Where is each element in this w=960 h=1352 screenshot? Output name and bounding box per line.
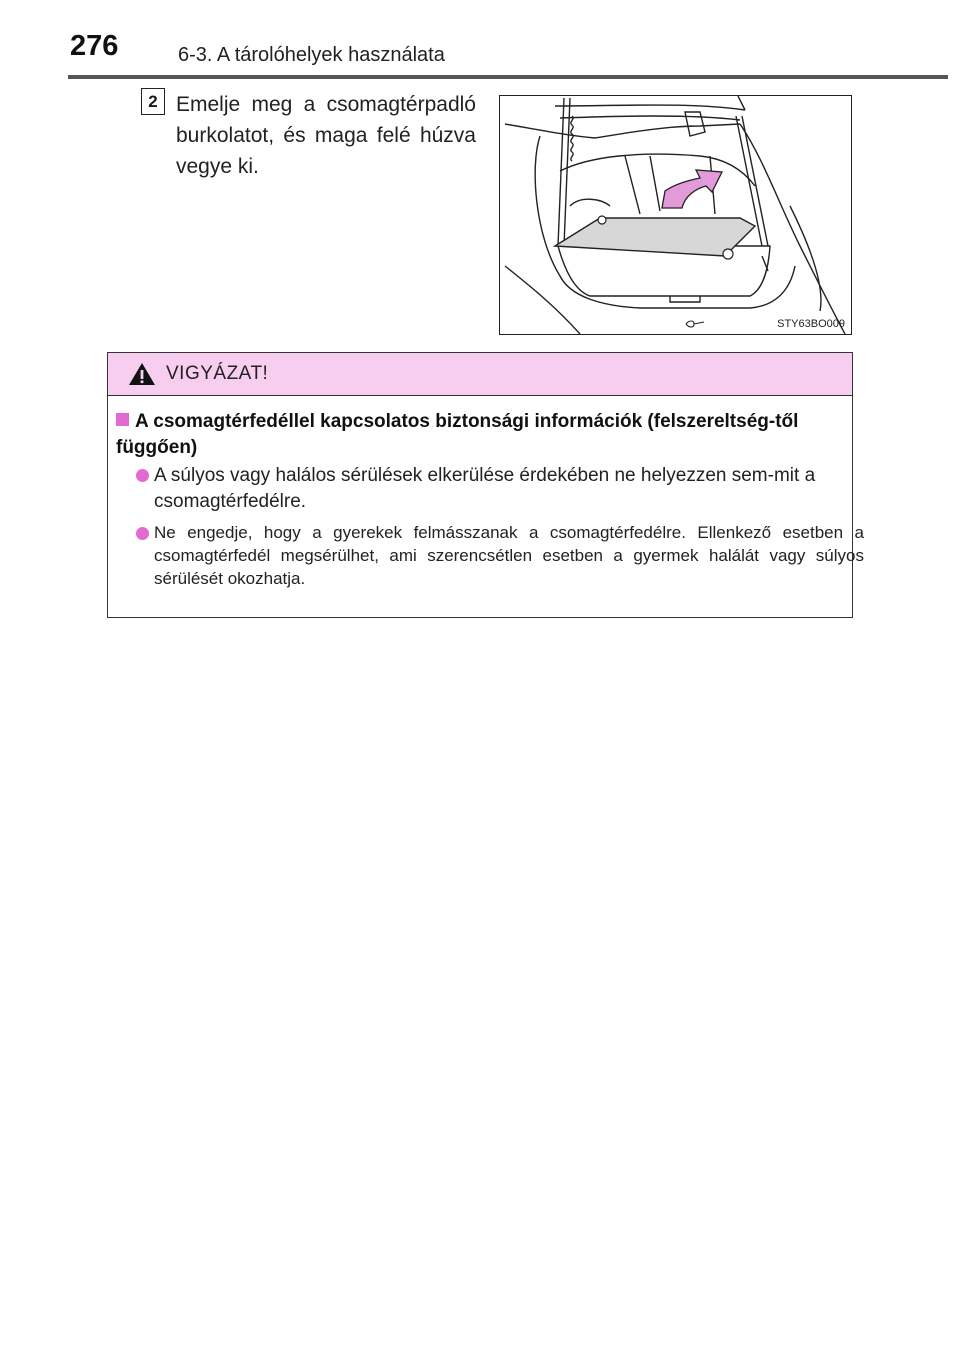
trunk-drawing — [500, 96, 852, 335]
warning-box — [107, 352, 864, 618]
bullet-text: Ne engedje, hogy a gyerekek felmásszanak a csomagtérfedélre. Ellenkező esetben a csomagtérfedél megsérülhet, ami szerencsétlen esetben a gyermek halálát vagy súlyos sérülését okozhatja. — [154, 523, 864, 588]
warning-bullet — [136, 521, 864, 590]
warning-section-heading — [116, 409, 842, 461]
warning-bullet — [136, 463, 864, 515]
bullet-text: A súlyos vagy halálos sérülések elkerülése érdekében ne helyezzen sem-mit a csomagtérfedélre. — [154, 465, 816, 512]
lift-arrow-icon — [662, 170, 722, 208]
round-bullet-icon — [136, 527, 149, 540]
page-number: 276 — [70, 30, 119, 62]
section-heading-text: A csomagtérfedéllel kapcsolatos biztonsági információk (felszereltség-től függően) — [116, 411, 799, 458]
key-icon — [686, 321, 704, 327]
warning-title: VIGYÁZAT! — [166, 363, 269, 384]
cargo-cover-illustration — [499, 95, 852, 335]
section-title: 6-3. A tárolóhelyek használata — [178, 44, 445, 66]
round-bullet-icon — [136, 469, 149, 482]
warning-triangle-icon — [128, 362, 156, 386]
header-divider — [68, 75, 948, 79]
warning-header — [108, 353, 852, 396]
step-instruction: Emelje meg a csomagtérpadló burkolatot, és maga felé húzva vegye ki. — [176, 93, 476, 178]
square-bullet-icon — [116, 413, 129, 426]
step-number-badge: 2 — [141, 88, 165, 115]
figure-code: STY63BO009 — [777, 318, 845, 330]
